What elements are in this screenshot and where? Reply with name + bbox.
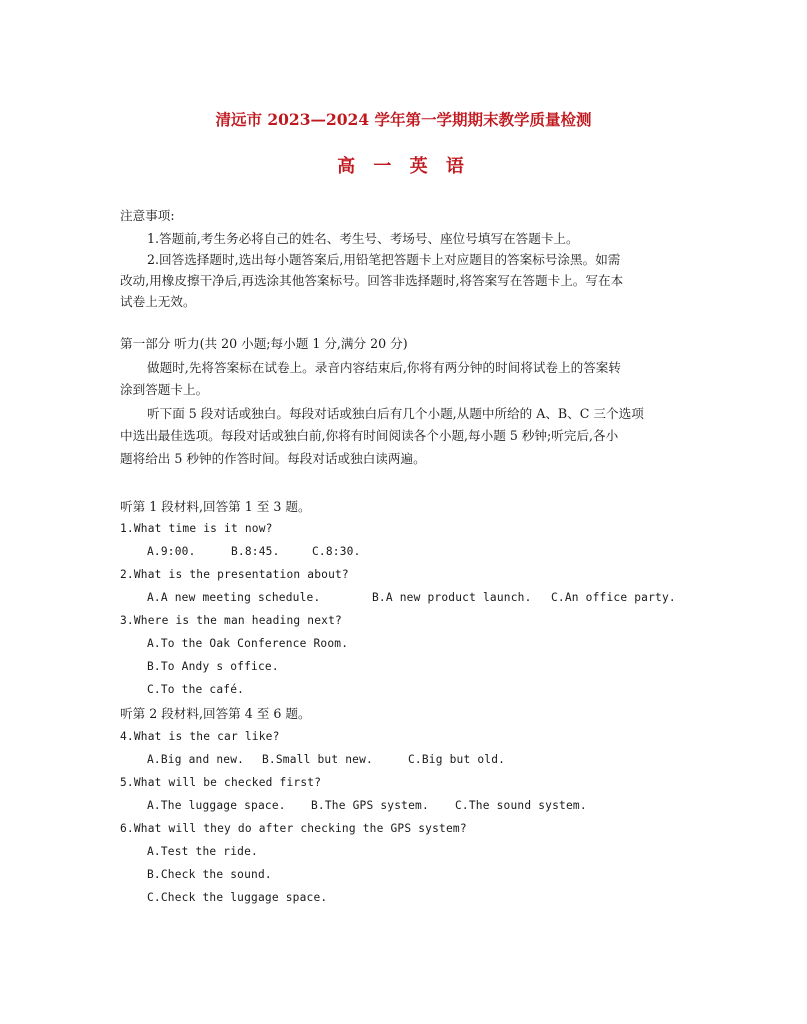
notes-item-2-line-1: 2.回答选择题时,选出每小题答案后,用铅笔把答题卡上对应题目的答案标号涂黑。如需 [147,252,621,267]
notes-heading: 注意事项: [120,208,175,223]
question-4-option-c: C.Big but old. [408,753,506,766]
subject-title: 高 一 英 语 [337,156,470,177]
question-1-stem: 1.What time is it now? [120,522,273,535]
question-4-option-b: B.Small but new. [262,753,373,766]
part1-para2-line-3: 题将给出 5 秒钟的作答时间。每段对话或独白读两遍。 [120,451,426,466]
part1-para2-line-2: 中选出最佳选项。每段对话或独白前,你将有时间阅读各个小题,每小题 5 秒钟;听完后,各小 [120,428,619,443]
question-6-option-c: C.Check the luggage space. [147,891,328,904]
section1-heading: 听第 1 段材料,回答第 1 至 3 题。 [120,499,311,514]
question-2-option-c: C.An office party. [551,591,676,604]
question-3-stem: 3.Where is the man heading next? [120,614,342,627]
question-3-option-b: B.To Andy s office. [147,660,279,673]
part1-para2-line-1: 听下面 5 段对话或独白。每段对话或独白后有几个小题,从题中所给的 A、B、C 三个选项 [147,406,644,421]
question-2-option-b: B.A new product launch. [372,591,532,604]
question-6-stem: 6.What will they do after checking the GPS system? [120,822,467,835]
question-3-option-c: C.To the café. [147,683,245,696]
question-6-option-b: B.Check the sound. [147,868,272,881]
question-5-option-a: A.The luggage space. [147,799,286,812]
section2-heading: 听第 2 段材料,回答第 4 至 6 题。 [120,706,311,721]
notes-item-2-line-3: 试卷上无效。 [120,294,196,309]
question-2-stem: 2.What is the presentation about? [120,568,349,581]
part1-para1-line-2: 涂到答题卡上。 [120,382,209,397]
question-5-option-c: C.The sound system. [455,799,587,812]
question-3-option-a: A.To the Oak Conference Room. [147,637,349,650]
part1-para1-line-1: 做题时,先将答案标在试卷上。录音内容结束后,你将有两分钟的时间将试卷上的答案转 [147,360,621,375]
notes-item-1: 1.答题前,考生务必将自己的姓名、考生号、考场号、座位号填写在答题卡上。 [147,231,579,246]
question-1-option-c: C.8:30. [312,545,361,558]
question-1-option-b: B.8:45. [231,545,280,558]
question-6-option-a: A.Test the ride. [147,845,258,858]
question-2-option-a: A.A new meeting schedule. [147,591,321,604]
question-4-option-a: A.Big and new. [147,753,245,766]
exam-title: 清远市 2023—2024 学年第一学期期末教学质量检测 [215,110,592,129]
question-4-stem: 4.What is the car like? [120,730,280,743]
question-1-option-a: A.9:00. [147,545,196,558]
question-5-stem: 5.What will be checked first? [120,776,322,789]
notes-item-2-line-2: 改动,用橡皮擦干净后,再选涂其他答案标号。回答非选择题时,将答案写在答题卡上。写在本 [120,273,624,288]
question-5-option-b: B.The GPS system. [311,799,429,812]
part1-heading: 第一部分 听力(共 20 小题;每小题 1 分,满分 20 分) [120,336,408,351]
